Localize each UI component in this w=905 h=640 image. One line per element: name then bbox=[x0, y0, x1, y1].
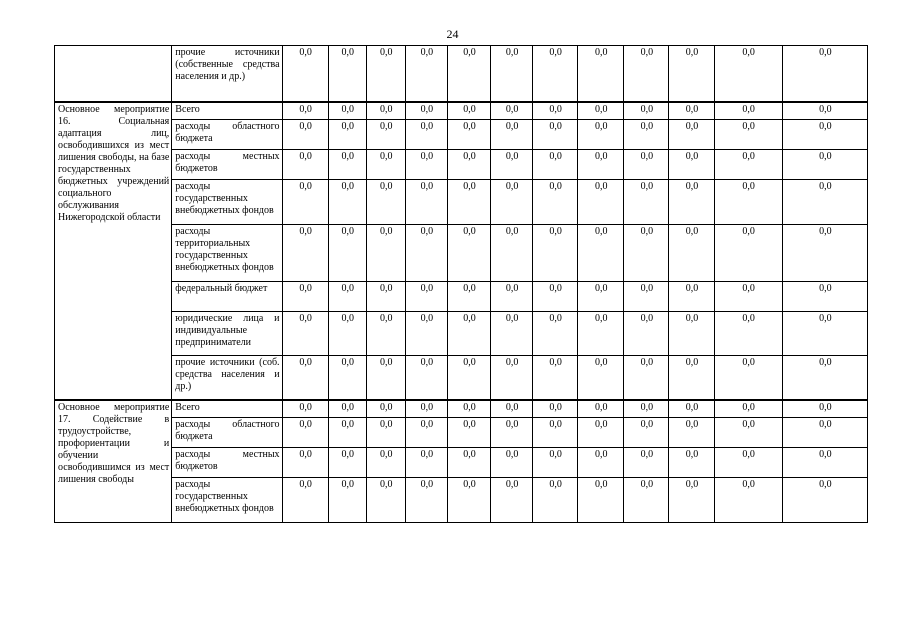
value-cell: 0,0 bbox=[714, 180, 782, 225]
table-row bbox=[55, 120, 868, 150]
value-cell: 0,0 bbox=[405, 102, 447, 120]
value-cell: 0,0 bbox=[578, 400, 624, 418]
activity-cell: Основное мероприятие 16. Социальная адаптация лиц, освободившихся из мест лишения свободы, на базе государственных бюджетных учреждений социального обслуживания Нижегородской области bbox=[55, 102, 172, 400]
value-cell: 0,0 bbox=[669, 46, 714, 102]
value-cell: 0,0 bbox=[578, 225, 624, 282]
funding-source-cell: Всего bbox=[172, 400, 282, 418]
value-cell: 0,0 bbox=[782, 46, 867, 102]
table-row bbox=[55, 282, 868, 312]
value-cell: 0,0 bbox=[578, 312, 624, 356]
value-cell: 0,0 bbox=[328, 46, 366, 102]
value-cell: 0,0 bbox=[366, 150, 405, 180]
value-cell: 0,0 bbox=[624, 448, 669, 478]
funding-source-cell: прочие источники (соб. средства населения и др.) bbox=[172, 356, 282, 400]
funding-source-cell: расходы государственных внебюджетных фондов bbox=[172, 180, 282, 225]
value-cell: 0,0 bbox=[624, 150, 669, 180]
funding-source-cell: расходы государственных внебюджетных фондов bbox=[172, 478, 282, 523]
value-cell: 0,0 bbox=[714, 120, 782, 150]
value-cell: 0,0 bbox=[447, 418, 490, 448]
value-cell: 0,0 bbox=[578, 356, 624, 400]
value-cell: 0,0 bbox=[624, 312, 669, 356]
value-cell: 0,0 bbox=[282, 312, 328, 356]
value-cell: 0,0 bbox=[282, 400, 328, 418]
value-cell: 0,0 bbox=[366, 225, 405, 282]
table-row bbox=[55, 312, 868, 356]
value-cell: 0,0 bbox=[624, 102, 669, 120]
value-cell: 0,0 bbox=[491, 356, 533, 400]
value-cell: 0,0 bbox=[714, 150, 782, 180]
value-cell: 0,0 bbox=[491, 418, 533, 448]
table-row bbox=[55, 400, 868, 418]
value-cell: 0,0 bbox=[533, 180, 578, 225]
value-cell: 0,0 bbox=[533, 282, 578, 312]
value-cell: 0,0 bbox=[328, 120, 366, 150]
value-cell: 0,0 bbox=[328, 312, 366, 356]
value-cell: 0,0 bbox=[669, 478, 714, 523]
value-cell: 0,0 bbox=[447, 356, 490, 400]
value-cell: 0,0 bbox=[366, 312, 405, 356]
value-cell: 0,0 bbox=[447, 400, 490, 418]
value-cell: 0,0 bbox=[578, 102, 624, 120]
value-cell: 0,0 bbox=[714, 478, 782, 523]
funding-source-cell: расходы местных бюджетов bbox=[172, 448, 282, 478]
value-cell: 0,0 bbox=[669, 180, 714, 225]
value-cell: 0,0 bbox=[782, 102, 867, 120]
value-cell: 0,0 bbox=[282, 102, 328, 120]
value-cell: 0,0 bbox=[624, 418, 669, 448]
value-cell: 0,0 bbox=[282, 225, 328, 282]
value-cell: 0,0 bbox=[533, 478, 578, 523]
value-cell: 0,0 bbox=[714, 356, 782, 400]
value-cell: 0,0 bbox=[624, 400, 669, 418]
value-cell: 0,0 bbox=[491, 120, 533, 150]
value-cell: 0,0 bbox=[366, 102, 405, 120]
table-row bbox=[55, 180, 868, 225]
funding-source-cell: расходы территориальных государственных внебюджетных фондов bbox=[172, 225, 282, 282]
value-cell: 0,0 bbox=[328, 356, 366, 400]
value-cell: 0,0 bbox=[782, 356, 867, 400]
value-cell: 0,0 bbox=[578, 46, 624, 102]
funding-source-cell: федеральный бюджет bbox=[172, 282, 282, 312]
value-cell: 0,0 bbox=[533, 448, 578, 478]
value-cell: 0,0 bbox=[669, 102, 714, 120]
value-cell: 0,0 bbox=[714, 400, 782, 418]
value-cell: 0,0 bbox=[624, 225, 669, 282]
funding-source-cell: Всего bbox=[172, 102, 282, 120]
funding-source-cell: расходы местных бюджетов bbox=[172, 150, 282, 180]
value-cell: 0,0 bbox=[366, 400, 405, 418]
value-cell: 0,0 bbox=[624, 282, 669, 312]
table-row bbox=[55, 46, 868, 102]
value-cell: 0,0 bbox=[669, 448, 714, 478]
value-cell: 0,0 bbox=[366, 120, 405, 150]
value-cell: 0,0 bbox=[714, 46, 782, 102]
activity-cell bbox=[55, 46, 172, 102]
table-row bbox=[55, 150, 868, 180]
funding-source-cell: прочие источники (собственные средства населения и др.) bbox=[172, 46, 282, 102]
value-cell: 0,0 bbox=[328, 150, 366, 180]
value-cell: 0,0 bbox=[405, 400, 447, 418]
value-cell: 0,0 bbox=[282, 356, 328, 400]
value-cell: 0,0 bbox=[405, 46, 447, 102]
value-cell: 0,0 bbox=[328, 225, 366, 282]
value-cell: 0,0 bbox=[533, 418, 578, 448]
value-cell: 0,0 bbox=[491, 312, 533, 356]
value-cell: 0,0 bbox=[578, 180, 624, 225]
value-cell: 0,0 bbox=[714, 102, 782, 120]
value-cell: 0,0 bbox=[624, 46, 669, 102]
value-cell: 0,0 bbox=[624, 180, 669, 225]
value-cell: 0,0 bbox=[366, 418, 405, 448]
page-number: 24 bbox=[446, 27, 459, 41]
value-cell: 0,0 bbox=[714, 448, 782, 478]
table-row bbox=[55, 448, 868, 478]
value-cell: 0,0 bbox=[491, 150, 533, 180]
value-cell: 0,0 bbox=[578, 418, 624, 448]
value-cell: 0,0 bbox=[282, 282, 328, 312]
value-cell: 0,0 bbox=[282, 180, 328, 225]
value-cell: 0,0 bbox=[533, 400, 578, 418]
value-cell: 0,0 bbox=[491, 478, 533, 523]
value-cell: 0,0 bbox=[782, 225, 867, 282]
value-cell: 0,0 bbox=[282, 448, 328, 478]
value-cell: 0,0 bbox=[533, 120, 578, 150]
value-cell: 0,0 bbox=[366, 448, 405, 478]
value-cell: 0,0 bbox=[578, 150, 624, 180]
value-cell: 0,0 bbox=[447, 180, 490, 225]
value-cell: 0,0 bbox=[282, 46, 328, 102]
value-cell: 0,0 bbox=[405, 478, 447, 523]
value-cell: 0,0 bbox=[714, 312, 782, 356]
value-cell: 0,0 bbox=[405, 282, 447, 312]
value-cell: 0,0 bbox=[328, 180, 366, 225]
value-cell: 0,0 bbox=[447, 225, 490, 282]
value-cell: 0,0 bbox=[447, 312, 490, 356]
value-cell: 0,0 bbox=[328, 478, 366, 523]
value-cell: 0,0 bbox=[669, 312, 714, 356]
value-cell: 0,0 bbox=[491, 448, 533, 478]
value-cell: 0,0 bbox=[624, 356, 669, 400]
value-cell: 0,0 bbox=[782, 418, 867, 448]
value-cell: 0,0 bbox=[533, 102, 578, 120]
value-cell: 0,0 bbox=[366, 180, 405, 225]
table-row bbox=[55, 102, 868, 120]
value-cell: 0,0 bbox=[533, 46, 578, 102]
value-cell: 0,0 bbox=[328, 400, 366, 418]
value-cell: 0,0 bbox=[328, 282, 366, 312]
funding-table bbox=[54, 45, 868, 523]
value-cell: 0,0 bbox=[328, 102, 366, 120]
value-cell: 0,0 bbox=[782, 400, 867, 418]
value-cell: 0,0 bbox=[782, 282, 867, 312]
value-cell: 0,0 bbox=[782, 448, 867, 478]
funding-source-cell: юридические лица и индивидуальные предприниматели bbox=[172, 312, 282, 356]
table-row bbox=[55, 478, 868, 523]
value-cell: 0,0 bbox=[578, 448, 624, 478]
value-cell: 0,0 bbox=[578, 478, 624, 523]
value-cell: 0,0 bbox=[447, 282, 490, 312]
value-cell: 0,0 bbox=[282, 150, 328, 180]
value-cell: 0,0 bbox=[366, 46, 405, 102]
value-cell: 0,0 bbox=[533, 312, 578, 356]
value-cell: 0,0 bbox=[669, 356, 714, 400]
value-cell: 0,0 bbox=[669, 400, 714, 418]
value-cell: 0,0 bbox=[328, 448, 366, 478]
value-cell: 0,0 bbox=[782, 478, 867, 523]
value-cell: 0,0 bbox=[714, 418, 782, 448]
value-cell: 0,0 bbox=[669, 282, 714, 312]
funding-source-cell: расходы областного бюджета bbox=[172, 418, 282, 448]
value-cell: 0,0 bbox=[405, 418, 447, 448]
value-cell: 0,0 bbox=[366, 282, 405, 312]
value-cell: 0,0 bbox=[578, 282, 624, 312]
activity-cell: Основное мероприятие 17. Содействие в трудоустройстве, профориентации и обучении освободившимся из мест лишения свободы bbox=[55, 400, 172, 523]
table-row bbox=[55, 356, 868, 400]
value-cell: 0,0 bbox=[282, 120, 328, 150]
value-cell: 0,0 bbox=[447, 102, 490, 120]
value-cell: 0,0 bbox=[405, 356, 447, 400]
value-cell: 0,0 bbox=[533, 225, 578, 282]
value-cell: 0,0 bbox=[447, 150, 490, 180]
value-cell: 0,0 bbox=[714, 225, 782, 282]
value-cell: 0,0 bbox=[491, 225, 533, 282]
value-cell: 0,0 bbox=[447, 46, 490, 102]
table-row bbox=[55, 225, 868, 282]
value-cell: 0,0 bbox=[578, 120, 624, 150]
value-cell: 0,0 bbox=[624, 120, 669, 150]
value-cell: 0,0 bbox=[405, 448, 447, 478]
value-cell: 0,0 bbox=[405, 120, 447, 150]
value-cell: 0,0 bbox=[491, 400, 533, 418]
value-cell: 0,0 bbox=[447, 448, 490, 478]
value-cell: 0,0 bbox=[447, 478, 490, 523]
value-cell: 0,0 bbox=[533, 356, 578, 400]
value-cell: 0,0 bbox=[491, 46, 533, 102]
funding-source-cell: расходы областного бюджета bbox=[172, 120, 282, 150]
value-cell: 0,0 bbox=[669, 225, 714, 282]
value-cell: 0,0 bbox=[782, 180, 867, 225]
value-cell: 0,0 bbox=[491, 102, 533, 120]
value-cell: 0,0 bbox=[282, 478, 328, 523]
value-cell: 0,0 bbox=[491, 282, 533, 312]
value-cell: 0,0 bbox=[714, 282, 782, 312]
value-cell: 0,0 bbox=[782, 150, 867, 180]
value-cell: 0,0 bbox=[533, 150, 578, 180]
value-cell: 0,0 bbox=[491, 180, 533, 225]
value-cell: 0,0 bbox=[366, 478, 405, 523]
value-cell: 0,0 bbox=[624, 478, 669, 523]
value-cell: 0,0 bbox=[669, 418, 714, 448]
value-cell: 0,0 bbox=[782, 312, 867, 356]
value-cell: 0,0 bbox=[405, 225, 447, 282]
value-cell: 0,0 bbox=[447, 120, 490, 150]
value-cell: 0,0 bbox=[282, 418, 328, 448]
table-row bbox=[55, 418, 868, 448]
value-cell: 0,0 bbox=[328, 418, 366, 448]
value-cell: 0,0 bbox=[405, 150, 447, 180]
value-cell: 0,0 bbox=[669, 120, 714, 150]
value-cell: 0,0 bbox=[405, 312, 447, 356]
value-cell: 0,0 bbox=[782, 120, 867, 150]
value-cell: 0,0 bbox=[366, 356, 405, 400]
value-cell: 0,0 bbox=[405, 180, 447, 225]
value-cell: 0,0 bbox=[669, 150, 714, 180]
